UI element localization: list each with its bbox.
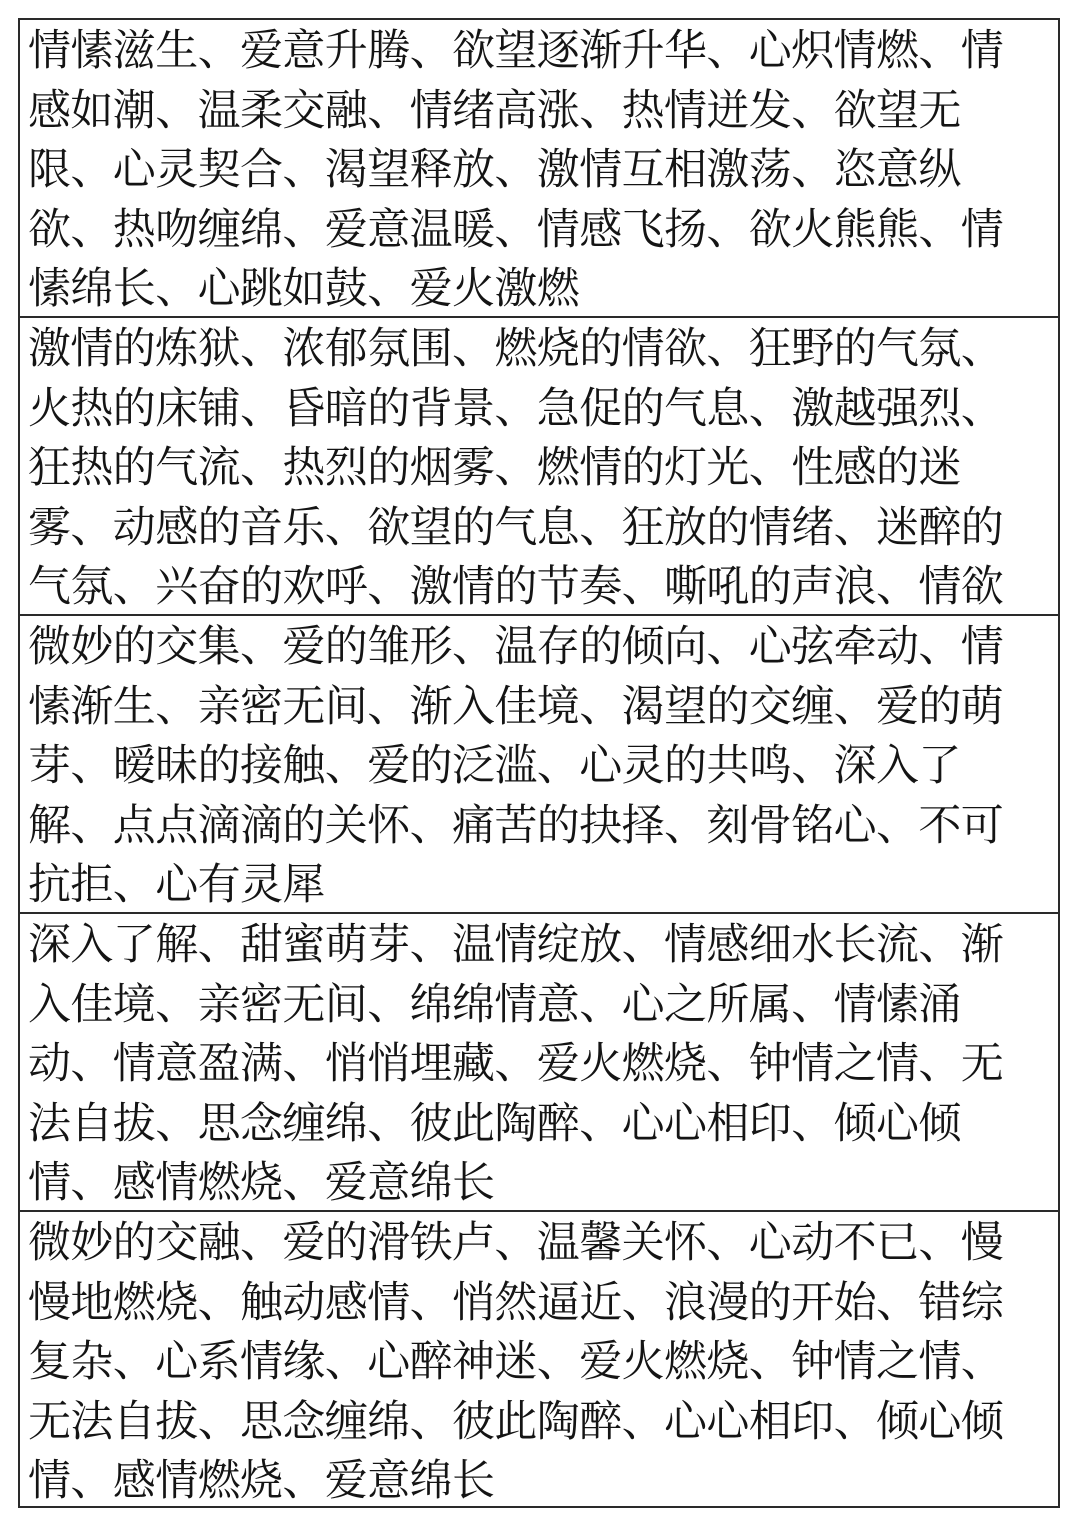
row-text: 情愫滋生、爱意升腾、欲望逐渐升华、心炽情燃、情感如潮、温柔交融、情绪高涨、热情迸发、欲望无限、心灵契合、渴望释放、激情互相激荡、恣意纵欲、热吻缠绵、爱意温暖、情感飞扬、欲火熊熊、情愫绵长、心跳如鼓、爱火激燃 [28, 26, 1004, 315]
table-row [20, 18, 1058, 318]
row-text: 微妙的交融、爱的滑铁卢、温馨关怀、心动不已、慢慢地燃烧、触动感情、悄然逼近、浪漫的开始、错综复杂、心系情缘、心醉神迷、爱火燃烧、钟情之情、无法自拔、思念缠绵、彼此陶醉、心心相印、倾心倾情、感情燃烧、爱意绵长 [28, 1218, 1004, 1507]
table-row [20, 1210, 1058, 1508]
table-row [20, 614, 1058, 914]
word-list-table [18, 18, 1060, 1508]
row-text: 微妙的交集、爱的雏形、温存的倾向、心弦牵动、情愫渐生、亲密无间、渐入佳境、渴望的交缠、爱的萌芽、暧昧的接触、爱的泛滥、心灵的共鸣、深入了解、点点滴滴的关怀、痛苦的抉择、刻骨铭心、不可抗拒、心有灵犀 [28, 622, 1004, 911]
table-row [20, 316, 1058, 616]
table-row [20, 912, 1058, 1212]
row-text: 深入了解、甜蜜萌芽、温情绽放、情感细水长流、渐入佳境、亲密无间、绵绵情意、心之所属、情愫涌动、情意盈满、悄悄埋藏、爱火燃烧、钟情之情、无法自拔、思念缠绵、彼此陶醉、心心相印、倾心倾情、感情燃烧、爱意绵长 [28, 920, 1004, 1209]
row-text: 激情的炼狱、浓郁氛围、燃烧的情欲、狂野的气氛、火热的床铺、昏暗的背景、急促的气息、激越强烈、狂热的气流、热烈的烟雾、燃情的灯光、性感的迷雾、动感的音乐、欲望的气息、狂放的情绪、迷醉的气氛、兴奋的欢呼、激情的节奏、嘶吼的声浪、情欲 [28, 324, 1004, 613]
